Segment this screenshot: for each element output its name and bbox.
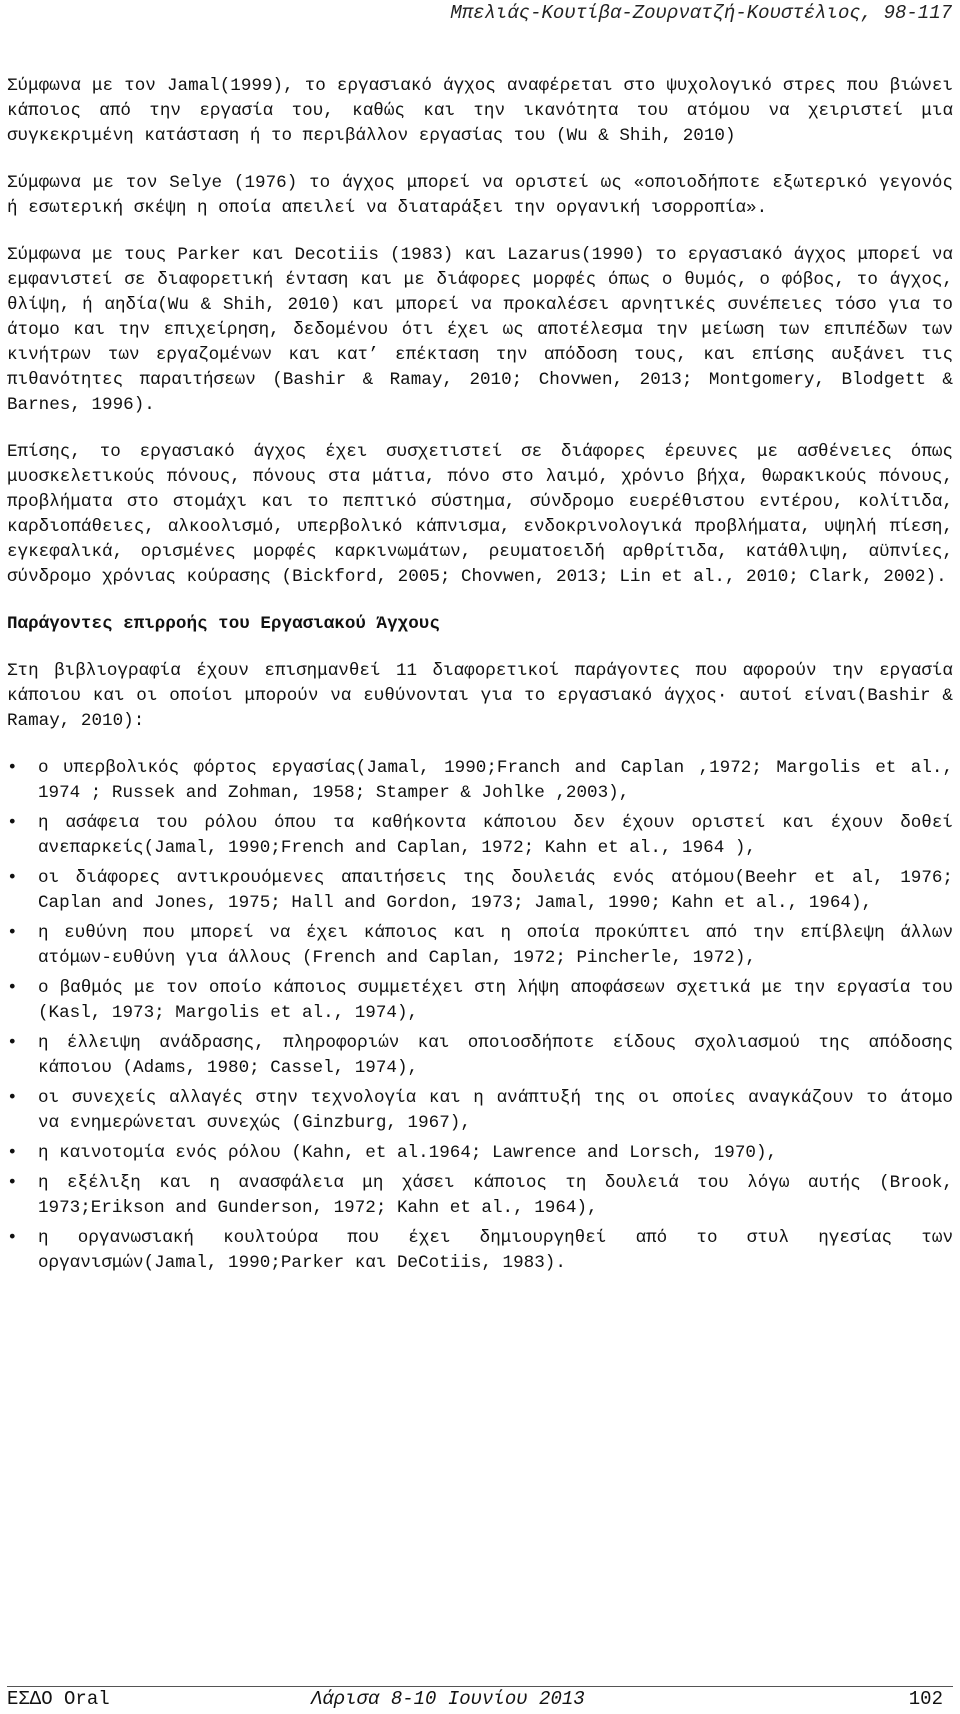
footer-conference: ΕΣΔΟ Oral: [7, 1688, 110, 1710]
footer-divider: [7, 1686, 953, 1687]
bullet-icon: •: [7, 1228, 18, 1248]
list-item-text: η ευθύνη που μπορεί να έχει κάποιος και η οποία προκύπτει από την επίβλεψη άλλων ατόμων-ευθύνη για άλλους (French and Caplan, 1972; Pincherle, 1972),: [38, 923, 953, 968]
page-footer: [7, 1688, 953, 1712]
list-item-text: ο βαθμός με τον οποίο κάποιος συμμετέχει στη λήψη αποφάσεων σχετικά με την εργασία του (Kasl, 1973; Margolis et al., 1974),: [38, 978, 953, 1023]
list-item-text: η καινοτομία ενός ρόλου (Kahn, et al.1964; Lawrence and Lorsch, 1970),: [38, 1143, 778, 1163]
paragraph-diseases: Επίσης, το εργασιακό άγχος έχει συσχετιστεί σε διάφορες έρευνες με ασθένειες όπως μυοσκελετικούς πόνους, πόνους στα μάτια, πόνο στο λαιμό, χρόνιο βήχα, θωρακικούς πόνους, προβλήματα στο στομάχι και το πεπτικό σύστημα, σύνδρομο ευερέθιστου εντέρου, κολίτιδα, καρδιοπάθειες, αλκοολισμό, υπερβολικό κάπνισμα, ενδοκρινολογικά προβλήματα, υψηλή πίεση, εγκεφαλικά, ορισμένες μορφές καρκινωμάτων, ρευματοειδή αρθρίτιδα, κατάθλιψη, αϋπνίες, σύνδρομο χρόνιας κούρασης (Bickford, 2005; Chovwen, 2013; Lin et al., 2010; Clark, 2002).: [7, 442, 953, 587]
bullet-icon: •: [7, 1143, 18, 1163]
bullet-icon: •: [7, 923, 18, 943]
list-item-text: η ασάφεια του ρόλου όπου τα καθήκοντα κάποιου δεν έχουν οριστεί και έχουν δοθεί ανεπαρκείς(Jamal, 1990;French and Caplan, 1972; Kahn et al., 1964 ),: [38, 813, 953, 858]
list-item: [7, 1171, 953, 1221]
list-item-text: ο υπερβολικός φόρτος εργασίας(Jamal, 1990;Franch and Caplan ,1972; Margolis et al., 1974 ; Russek and Zohman, 1958; Stamper & Johlke ,2003),: [38, 758, 953, 803]
paragraph-jamal: Σύμφωνα με τον Jamal(1999), το εργασιακό άγχος αναφέρεται στο ψυχολογικό στρες που βιώνει κάποιος από την εργασία του, καθώς και την ικανότητα του ατόμου να χειριστεί μια συγκεκριμένη κατάσταση ή το περιβάλλον εργασίας του (Wu & Shih, 2010): [7, 76, 953, 146]
list-item: [7, 811, 953, 861]
list-item: [7, 976, 953, 1026]
list-item: [7, 1031, 953, 1081]
list-item-text: οι διάφορες αντικρουόμενες απαιτήσεις της δουλειάς ενός ατόμου(Beehr et al, 1976; Caplan and Jones, 1975; Hall and Gordon, 1973; Jamal, 1990; Kahn et al., 1964),: [38, 868, 953, 913]
list-item-text: η εξέλιξη και η ανασφάλεια μη χάσει κάποιος τη δουλειά του λόγω αυτής (Brook, 1973;Erikson and Gunderson, 1972; Kahn et al., 1964),: [38, 1173, 953, 1218]
page-number: 102: [908, 1688, 943, 1710]
bullet-icon: •: [7, 813, 18, 833]
running-head: Μπελιάς-Κουτίβα-Ζουρνατζή-Κουστέλιος, 98-117: [450, 2, 952, 24]
factors-list: [7, 756, 953, 1276]
list-item: [7, 1226, 953, 1276]
bullet-icon: •: [7, 868, 18, 888]
list-item-text: η έλλειψη ανάδρασης, πληροφοριών και οποιοσδήποτε είδους σχολιασμού της απόδοσης κάποιου (Adams, 1980; Cassel, 1974),: [38, 1033, 953, 1078]
bullet-icon: •: [7, 1173, 18, 1193]
paragraph-selye: Σύμφωνα με τον Selye (1976) το άγχος μπορεί να οριστεί ως «οποιοδήποτε εξωτερικό γεγονός ή εσωτερική σκέψη η οποία απειλεί να διαταράξει την οργανική ισορροπία».: [7, 173, 953, 218]
list-item: [7, 1141, 953, 1166]
section-intro: Στη βιβλιογραφία έχουν επισημανθεί 11 διαφορετικοί παράγοντες που αφορούν την εργασία κάποιου και οι οποίοι μπορούν να ευθύνονται για το εργασιακό άγχος· αυτοί είναι(Bashir & Ramay, 2010):: [7, 661, 953, 731]
list-item: [7, 866, 953, 916]
bullet-icon: •: [7, 1033, 18, 1053]
list-item: [7, 1086, 953, 1136]
bullet-icon: •: [7, 978, 18, 998]
section-heading: Παράγοντες επιρροής του Εργασιακού Άγχους: [7, 614, 440, 634]
paragraph-parker-decotiis: Σύμφωνα με τους Parker και Decotiis (1983) και Lazarus(1990) το εργασιακό άγχος μπορεί να εμφανιστεί σε διαφορετική ένταση και με διάφορες μορφές όπως ο θυμός, ο φόβος, το άγχος, θλίψη, ή αηδία(Wu & Shih, 2010) και μπορεί να προκαλέσει αρνητικές συνέπειες τόσο για το άτομο και την επιχείρηση, δεδομένου ότι έχει ως αποτέλεσμα την μείωση των επιπέδων των κινήτρων των εργαζομένων και κατ’ επέκταση την απόδοση τους, και επίσης αυξάνει τις πιθανότητες παραιτήσεων (Bashir & Ramay, 2010; Chovwen, 2013; Montgomery, Blodgett & Barnes, 1996).: [7, 245, 953, 415]
list-item: [7, 756, 953, 806]
bullet-icon: •: [7, 1088, 18, 1108]
list-item-text: η οργανωσιακή κουλτούρα που έχει δημιουργηθεί από το στυλ ηγεσίας των οργανισμών(Jamal, 1990;Parker και DeCotiis, 1983).: [38, 1228, 953, 1273]
article-body: [7, 74, 953, 1281]
list-item-text: οι συνεχείς αλλαγές στην τεχνολογία και η ανάπτυξή της οι οποίες αναγκάζουν το άτομο να ενημερώνεται συνεχώς (Ginzburg, 1967),: [38, 1088, 953, 1133]
footer-location-date: Λάρισα 8-10 Ιουνίου 2013: [311, 1688, 585, 1710]
list-item: [7, 921, 953, 971]
bullet-icon: •: [7, 758, 18, 778]
